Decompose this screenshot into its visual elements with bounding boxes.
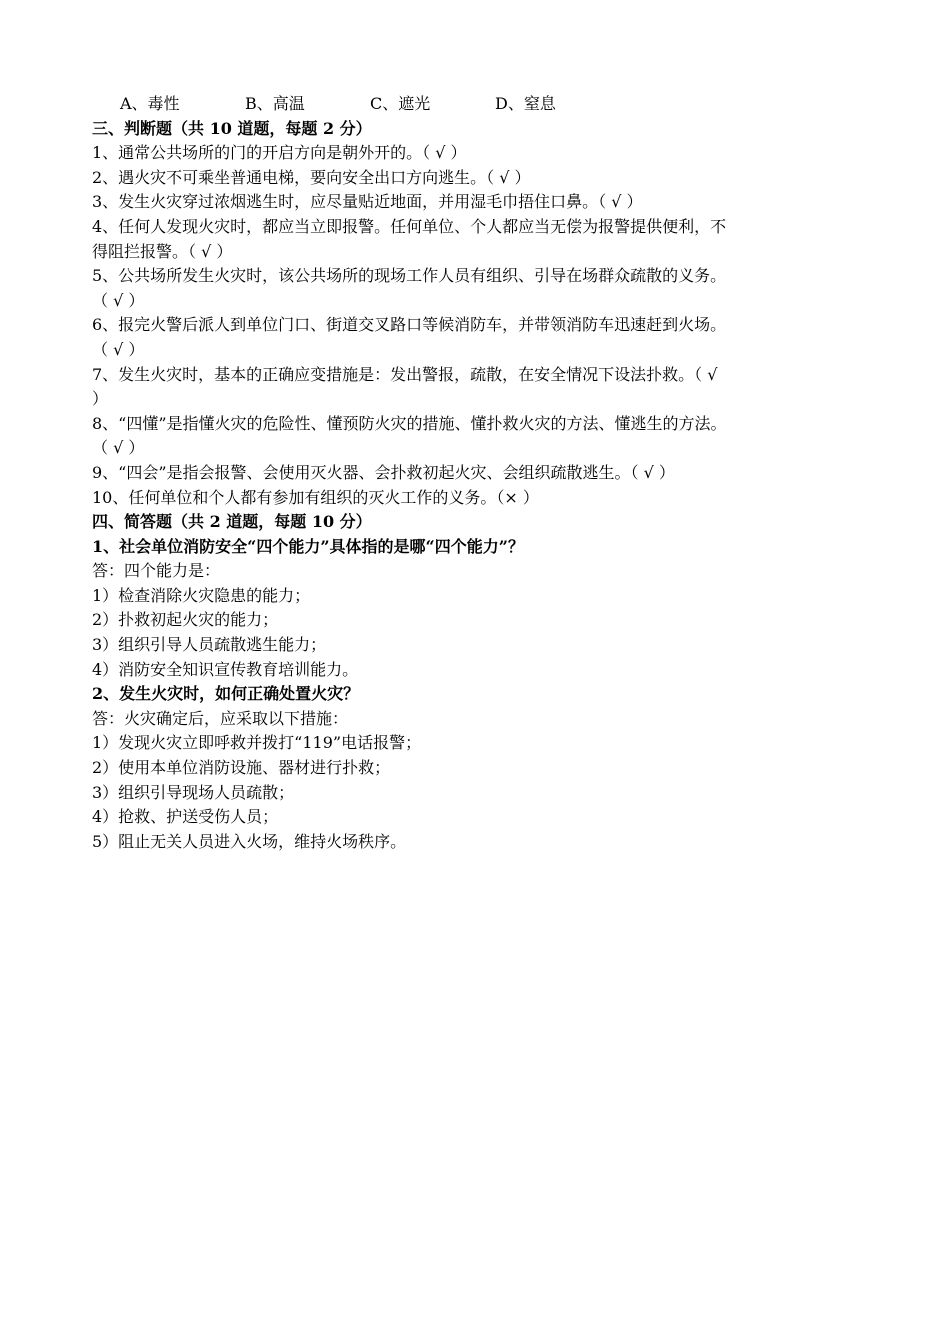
answer-options-line xyxy=(92,92,872,117)
judgment-item-8-line-2: （ √ ） xyxy=(92,438,145,458)
judgment-item-7-line-1: 7、发生火灾时，基本的正确应变措施是：发出警报，疏散，在安全情况下设法扑救。（ √ xyxy=(92,364,718,384)
judgment-item-8-line-1: 8、“四懂”是指懂火灾的危险性、懂预防火灾的措施、懂扑救火灾的方法、懂逃生的方法。 xyxy=(92,413,727,433)
answer-1-point-2: 2）扑救初起火灾的能力； xyxy=(92,610,279,630)
answer-2-point-3: 3）组织引导现场人员疏散； xyxy=(92,782,295,802)
answer-2-point-4: 4）抢救、护送受伤人员； xyxy=(92,807,279,827)
answer-2-point-2: 2）使用本单位消防设施、器材进行扑救； xyxy=(92,758,391,778)
judgment-item-5-line-1: 5、公共场所发生火灾时，该公共场所的现场工作人员有组织、引导在场群众疏散的义务。 xyxy=(92,266,727,286)
judgment-item-4-line-1: 4、任何人发现火灾时，都应当立即报警。任何单位、个人都应当无偿为报警提供便利，不 xyxy=(92,216,727,236)
document-body xyxy=(92,92,872,854)
answer-1-point-3: 3）组织引导人员疏散逃生能力； xyxy=(92,635,327,655)
answer-2-point-1: 1）发现火灾立即呼救并拨打“119”电话报警； xyxy=(92,733,422,753)
section-4-heading: 四、简答题（共 2 道题，每题 10 分） xyxy=(92,512,372,532)
short-answer-question-2: 2、发生火灾时，如何正确处置火灾？ xyxy=(92,684,360,704)
judgment-item-5-line-2: （ √ ） xyxy=(92,290,145,310)
answer-1-intro: 答：四个能力是： xyxy=(92,561,221,581)
section-3-heading: 三、判断题（共 10 道题，每题 2 分） xyxy=(92,118,372,138)
judgment-item-6-line-1: 6、报完火警后派人到单位门口、街道交叉路口等候消防车，并带领消防车迅速赶到火场。 xyxy=(92,315,727,335)
answer-1-point-1: 1）检查消除火灾隐患的能力； xyxy=(92,585,311,605)
option-b: B、高温 xyxy=(245,94,305,113)
option-c: C、遮光 xyxy=(370,94,431,113)
answer-1-point-4: 4）消防安全知识宣传教育培训能力。 xyxy=(92,659,359,679)
answer-2-intro: 答：火灾确定后，应采取以下措施： xyxy=(92,708,349,728)
judgment-item-6-line-2: （ √ ） xyxy=(92,339,145,359)
judgment-item-3: 3、发生火灾穿过浓烟逃生时，应尽量贴近地面，并用湿毛巾捂住口鼻。（ √ ） xyxy=(92,192,643,212)
judgment-item-10: 10、任何单位和个人都有参加有组织的灭火工作的义务。（× ） xyxy=(92,487,539,507)
option-d: D、窒息 xyxy=(495,94,556,113)
judgment-item-2: 2、遇火灾不可乘坐普通电梯，要向安全出口方向逃生。（ √ ） xyxy=(92,167,531,187)
judgment-item-4-line-2: 得阻拦报警。（ √ ） xyxy=(92,241,233,261)
option-a: A、毒性 xyxy=(120,94,180,113)
judgment-item-9: 9、“四会”是指会报警、会使用灭火器、会扑救初起火灾、会组织疏散逃生。（ √ ） xyxy=(92,462,675,482)
short-answer-question-1: 1、社会单位消防安全“四个能力”具体指的是哪“四个能力”？ xyxy=(92,536,524,556)
answer-2-point-5: 5）阻止无关人员进入火场，维持火场秩序。 xyxy=(92,831,407,851)
judgment-item-1: 1、通常公共场所的门的开启方向是朝外开的。（ √ ） xyxy=(92,143,467,163)
judgment-item-7-line-2: ） xyxy=(92,389,109,409)
